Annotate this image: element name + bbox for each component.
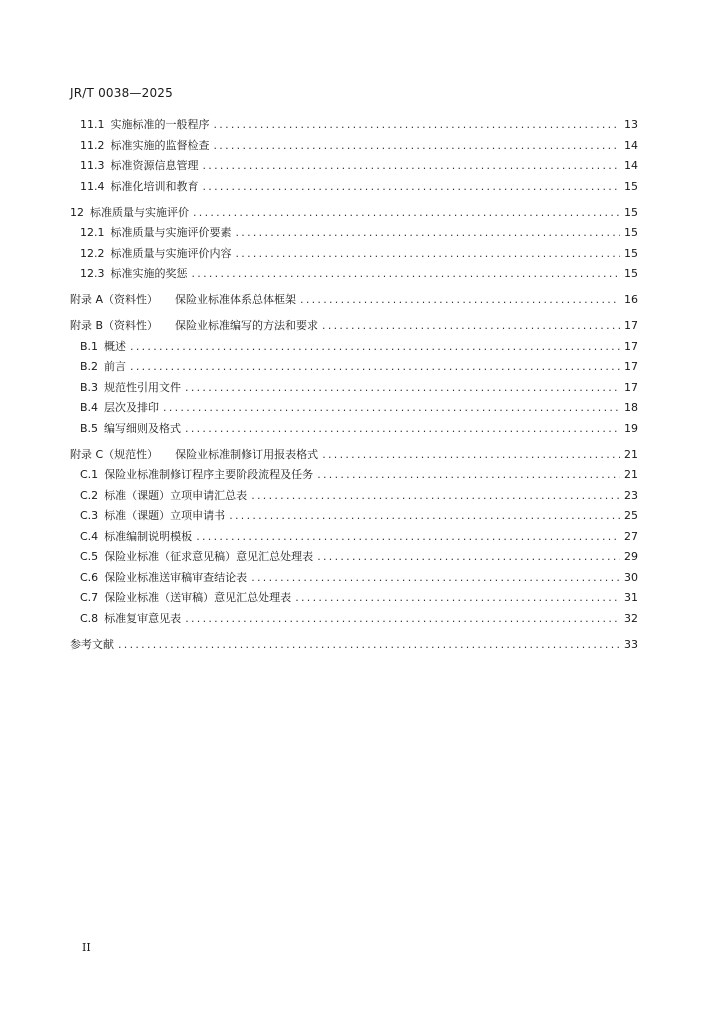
toc-entry-title: 标准质量与实施评价内容 bbox=[110, 246, 232, 260]
toc-entry-number: C.1 bbox=[80, 468, 99, 481]
toc-entry-number: 附录 C（规范性） bbox=[70, 447, 159, 461]
toc-leader-dots bbox=[185, 612, 620, 625]
toc-entry[interactable] bbox=[70, 157, 638, 178]
toc-entry-number: B.3 bbox=[80, 380, 99, 394]
toc-entry-number: 11.1 bbox=[80, 118, 105, 131]
toc-entry-title: 标准复审意见表 bbox=[104, 611, 182, 625]
toc-leader-dots bbox=[193, 206, 620, 219]
toc-entry[interactable] bbox=[70, 589, 638, 610]
toc-leader-dots bbox=[203, 180, 621, 193]
toc-leader-dots bbox=[236, 226, 621, 239]
toc-leader-dots bbox=[236, 247, 621, 260]
toc-entry[interactable] bbox=[70, 338, 638, 359]
toc-entry-page: 30 bbox=[624, 570, 638, 584]
toc-entry-number: 12.1 bbox=[80, 226, 105, 239]
toc-entry-page: 15 bbox=[624, 246, 638, 260]
toc-entry-number: C.3 bbox=[80, 509, 99, 522]
toc-entry-title: 保险业标准编写的方法和要求 bbox=[164, 319, 319, 332]
toc-leader-dots bbox=[118, 638, 620, 651]
toc-entry-title: 标准实施的奖惩 bbox=[110, 267, 188, 280]
toc-entry-page: 19 bbox=[624, 421, 638, 435]
toc-entry-page: 21 bbox=[624, 447, 638, 461]
toc-entry-page: 18 bbox=[624, 401, 638, 414]
toc-entry-number: 12.2 bbox=[80, 246, 105, 260]
toc-entry[interactable] bbox=[70, 178, 638, 199]
toc-leader-dots bbox=[203, 159, 621, 172]
toc-entry-page: 21 bbox=[624, 468, 638, 481]
toc-entry-number: B.2 bbox=[80, 360, 99, 373]
toc-entry[interactable] bbox=[70, 358, 638, 379]
toc-entry-number: C.5 bbox=[80, 550, 99, 563]
toc-entry[interactable] bbox=[70, 116, 638, 137]
toc-entry[interactable] bbox=[70, 245, 638, 266]
toc-entry[interactable] bbox=[70, 548, 638, 569]
toc-entry-title: 标准编制说明模板 bbox=[104, 529, 193, 543]
toc-entry-number: 12 bbox=[70, 205, 84, 219]
toc-entry-page: 29 bbox=[624, 550, 638, 563]
toc-entry-page: 17 bbox=[624, 319, 638, 332]
toc-entry-page: 27 bbox=[624, 529, 638, 543]
toc-entry[interactable] bbox=[70, 379, 638, 400]
toc-entry[interactable] bbox=[70, 610, 638, 631]
toc-entry-title: 实施标准的一般程序 bbox=[110, 118, 210, 131]
toc-entry-page: 14 bbox=[624, 159, 638, 172]
toc-entry-page: 17 bbox=[624, 380, 638, 394]
toc-entry[interactable] bbox=[70, 317, 638, 338]
toc-entry-title: 保险业标准体系总体框架 bbox=[164, 293, 297, 306]
toc-leader-dots bbox=[229, 509, 620, 522]
toc-entry-number: B.5 bbox=[80, 421, 99, 435]
toc-entry-page: 13 bbox=[624, 118, 638, 131]
table-of-contents bbox=[70, 116, 638, 656]
toc-entry-title: 参考文献 bbox=[70, 637, 114, 651]
toc-entry-title: 保险业标准制修订用报表格式 bbox=[164, 447, 319, 461]
toc-leader-dots bbox=[214, 118, 621, 131]
toc-entry-number: C.4 bbox=[80, 529, 99, 543]
toc-entry-page: 17 bbox=[624, 360, 638, 373]
toc-leader-dots bbox=[214, 139, 621, 152]
toc-entry[interactable] bbox=[70, 487, 638, 508]
toc-entry-title: 标准（课题）立项申请汇总表 bbox=[104, 488, 248, 502]
toc-entry-title: 保险业标准（征求意见稿）意见汇总处理表 bbox=[104, 550, 314, 563]
toc-entry-page: 17 bbox=[624, 339, 638, 353]
toc-entry-title: 保险业标准（送审稿）意见汇总处理表 bbox=[104, 591, 292, 604]
toc-entry[interactable] bbox=[70, 420, 638, 441]
toc-leader-dots bbox=[130, 340, 620, 353]
toc-entry-title: 规范性引用文件 bbox=[104, 380, 182, 394]
toc-entry-number: B.4 bbox=[80, 401, 99, 414]
toc-entry-number: 11.4 bbox=[80, 179, 105, 193]
toc-entry[interactable] bbox=[70, 466, 638, 487]
toc-entry-page: 15 bbox=[624, 205, 638, 219]
toc-entry-page: 15 bbox=[624, 226, 638, 239]
toc-entry-number: B.1 bbox=[80, 339, 99, 353]
toc-leader-dots bbox=[185, 422, 620, 435]
toc-leader-dots bbox=[192, 267, 621, 280]
toc-entry-title: 编写细则及格式 bbox=[104, 421, 182, 435]
toc-entry-number: 附录 A（资料性） bbox=[70, 293, 159, 306]
toc-leader-dots bbox=[322, 319, 620, 332]
toc-entry[interactable] bbox=[70, 265, 638, 286]
toc-entry-title: 标准质量与实施评价要素 bbox=[110, 226, 232, 239]
toc-leader-dots bbox=[163, 401, 620, 414]
document-header: JR/T 0038—2025 bbox=[70, 86, 173, 100]
toc-entry-title: 概述 bbox=[104, 339, 127, 353]
toc-leader-dots bbox=[295, 591, 620, 604]
toc-entry-number: 11.3 bbox=[80, 159, 105, 172]
toc-entry-number: 11.2 bbox=[80, 138, 105, 152]
toc-entry-page: 15 bbox=[624, 179, 638, 193]
toc-entry-title: 标准化培训和教育 bbox=[110, 179, 199, 193]
toc-entry-title: 保险业标准制修订程序主要阶段流程及任务 bbox=[104, 468, 314, 481]
toc-entry[interactable] bbox=[70, 507, 638, 528]
toc-entry-number: 12.3 bbox=[80, 267, 105, 280]
toc-entry[interactable] bbox=[70, 291, 638, 312]
toc-leader-dots bbox=[196, 530, 620, 543]
toc-leader-dots bbox=[251, 571, 620, 584]
toc-leader-dots bbox=[130, 360, 620, 373]
toc-entry[interactable] bbox=[70, 224, 638, 245]
toc-entry-title: 标准质量与实施评价 bbox=[90, 205, 189, 219]
toc-entry-title: 标准（课题）立项申请书 bbox=[104, 509, 226, 522]
toc-entry-title: 前言 bbox=[104, 360, 127, 373]
toc-entry-page: 15 bbox=[624, 267, 638, 280]
toc-entry[interactable] bbox=[70, 636, 638, 657]
toc-entry-page: 32 bbox=[624, 611, 638, 625]
toc-entry[interactable] bbox=[70, 204, 638, 225]
toc-entry[interactable] bbox=[70, 528, 638, 549]
toc-entry-page: 33 bbox=[624, 637, 638, 651]
toc-leader-dots bbox=[317, 468, 620, 481]
toc-entry-page: 23 bbox=[624, 488, 638, 502]
toc-entry-number: C.7 bbox=[80, 591, 99, 604]
toc-leader-dots bbox=[185, 381, 620, 394]
toc-entry-title: 保险业标准送审稿审查结论表 bbox=[104, 570, 248, 584]
toc-entry-title: 层次及排印 bbox=[104, 401, 160, 414]
toc-entry-title: 标准资源信息管理 bbox=[110, 159, 199, 172]
toc-entry-title: 标准实施的监督检查 bbox=[110, 138, 210, 152]
toc-entry[interactable] bbox=[70, 446, 638, 467]
toc-entry-number: C.8 bbox=[80, 611, 99, 625]
toc-entry[interactable] bbox=[70, 569, 638, 590]
toc-entry-number: C.6 bbox=[80, 570, 99, 584]
toc-entry-page: 14 bbox=[624, 138, 638, 152]
toc-entry-page: 31 bbox=[624, 591, 638, 604]
toc-leader-dots bbox=[300, 293, 620, 306]
page-number: II bbox=[82, 941, 91, 954]
toc-entry-number: 附录 B（资料性） bbox=[70, 319, 159, 332]
toc-leader-dots bbox=[251, 489, 620, 502]
toc-entry-page: 25 bbox=[624, 509, 638, 522]
toc-entry-page: 16 bbox=[624, 293, 638, 306]
toc-entry[interactable] bbox=[70, 137, 638, 158]
toc-leader-dots bbox=[317, 550, 620, 563]
toc-entry-number: C.2 bbox=[80, 488, 99, 502]
toc-leader-dots bbox=[322, 448, 620, 461]
toc-entry[interactable] bbox=[70, 399, 638, 420]
